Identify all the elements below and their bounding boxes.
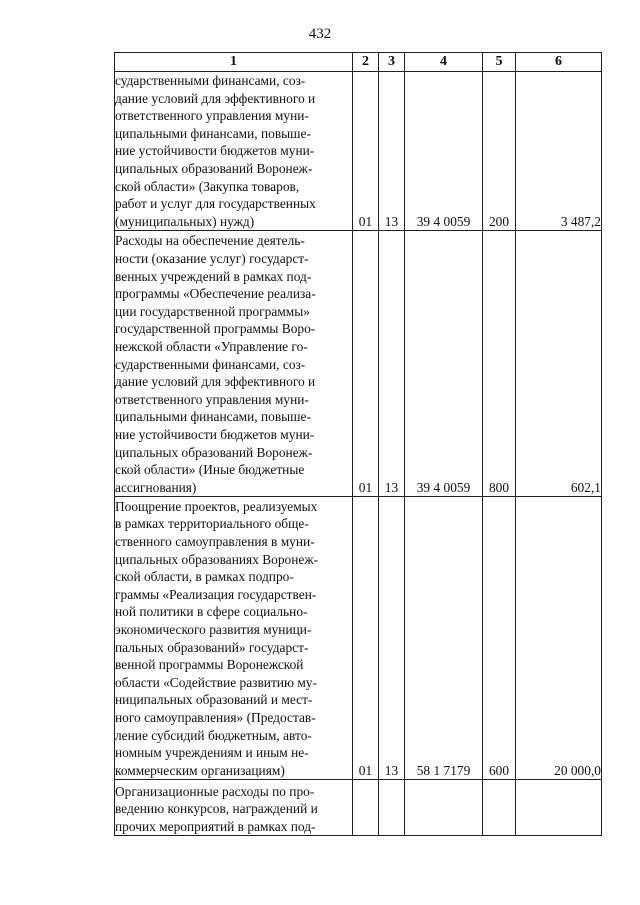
page-number: 432: [308, 26, 332, 42]
description-line: ассигнования): [115, 479, 197, 495]
column-header: 1: [115, 53, 353, 72]
row-description: [115, 497, 353, 780]
table-header-row: [115, 53, 602, 72]
description-line: сударственными финансами, соз-: [115, 356, 306, 372]
target-code: 39 4 0059: [405, 231, 483, 497]
table-row: [115, 72, 602, 231]
description-line: ственного самоуправления в муни-: [115, 534, 315, 550]
column-header: 3: [379, 53, 405, 72]
description-line: ной политики в сфере социально-: [115, 604, 308, 620]
description-line: ного самоуправления» (Предостав-: [115, 709, 316, 725]
description-line: ской области, в рамках подпро-: [115, 569, 294, 585]
row-description: [115, 780, 353, 836]
subsection-code: 13: [379, 497, 405, 780]
description-line: коммерческим организациям): [115, 762, 285, 778]
row-description: [115, 72, 353, 231]
description-line: дание условий для эффективного и: [115, 90, 316, 106]
description-line: ципальными финансами, повыше-: [115, 125, 311, 141]
description-line: ведению конкурсов, награждений и: [115, 801, 318, 817]
expense-type-code: [483, 780, 516, 836]
description-line: ответственного управления муни-: [115, 108, 309, 124]
description-line: в рамках территориального обще-: [115, 516, 309, 532]
description-line: работ и услуг для государственных: [115, 196, 316, 212]
description-line: нежской области «Управление го-: [115, 339, 308, 354]
description-line: ние устойчивости бюджетов муни-: [115, 143, 315, 159]
description-line: Организационные расходы по про-: [115, 783, 315, 799]
column-header: 5: [483, 53, 516, 72]
description-line: экономического развития муници-: [115, 622, 312, 637]
table-row: [115, 231, 602, 497]
description-line: государственной программы Воро-: [115, 321, 316, 337]
description-line: сударственными финансами, соз-: [115, 73, 306, 88]
description-line: ской области» (Иные бюджетные: [115, 462, 305, 478]
description-line: ние устойчивости бюджетов муни-: [115, 426, 315, 442]
description-line: дание условий для эффективного и: [115, 374, 316, 390]
description-line: (муниципальных) нужд): [115, 213, 255, 229]
description-line: ципальных образований Воронеж-: [115, 160, 313, 176]
section-code: 01: [353, 497, 379, 780]
column-header: 6: [516, 53, 602, 72]
description-line: ции государственной программы»: [115, 303, 310, 319]
description-line: прочих мероприятий в рамках под-: [115, 818, 316, 834]
subsection-code: [379, 780, 405, 836]
subsection-code: 13: [379, 72, 405, 231]
amount-value: 3 487,2: [516, 72, 602, 231]
expense-type-code: 600: [483, 497, 516, 780]
target-code: [405, 780, 483, 836]
row-description: [115, 231, 353, 497]
section-code: 01: [353, 231, 379, 497]
budget-table: [114, 52, 602, 836]
expense-type-code: 800: [483, 231, 516, 497]
amount-value: 20 000,0: [516, 497, 602, 780]
description-line: ципальных образований Воронеж-: [115, 444, 313, 460]
subsection-code: 13: [379, 231, 405, 497]
expense-type-code: 200: [483, 72, 516, 231]
description-line: программы «Обеспечение реализа-: [115, 286, 316, 302]
amount-value: 602,1: [516, 231, 602, 497]
section-code: 01: [353, 72, 379, 231]
description-line: пальных образований» государст-: [115, 639, 309, 655]
section-code: [353, 780, 379, 836]
description-line: ципальных образованиях Воронеж-: [115, 551, 319, 567]
target-code: 39 4 0059: [405, 72, 483, 231]
description-line: венной программы Воронежской: [115, 657, 304, 673]
description-line: ответственного управления муни-: [115, 391, 309, 407]
description-line: ление субсидий бюджетным, авто-: [115, 727, 312, 743]
description-line: Расходы на обеспечение деятель-: [115, 233, 305, 249]
column-header: 4: [405, 53, 483, 72]
description-line: Поощрение проектов, реализуемых: [115, 498, 318, 514]
description-line: области «Содействие развитию му-: [115, 674, 317, 690]
table-row: [115, 497, 602, 780]
description-line: номным учреждениям и иным не-: [115, 745, 309, 761]
description-line: венных учреждений в рамках под-: [115, 268, 312, 284]
table-row: [115, 780, 602, 836]
description-line: ности (оказание услуг) государст-: [115, 251, 309, 267]
description-line: ципальными финансами, повыше-: [115, 409, 311, 425]
description-line: ниципальных образований и мест-: [115, 692, 313, 708]
column-header: 2: [353, 53, 379, 72]
target-code: 58 1 7179: [405, 497, 483, 780]
description-line: граммы «Реализация государствен-: [115, 586, 317, 602]
description-line: ской области» (Закупка товаров,: [115, 178, 300, 194]
amount-value: [516, 780, 602, 836]
